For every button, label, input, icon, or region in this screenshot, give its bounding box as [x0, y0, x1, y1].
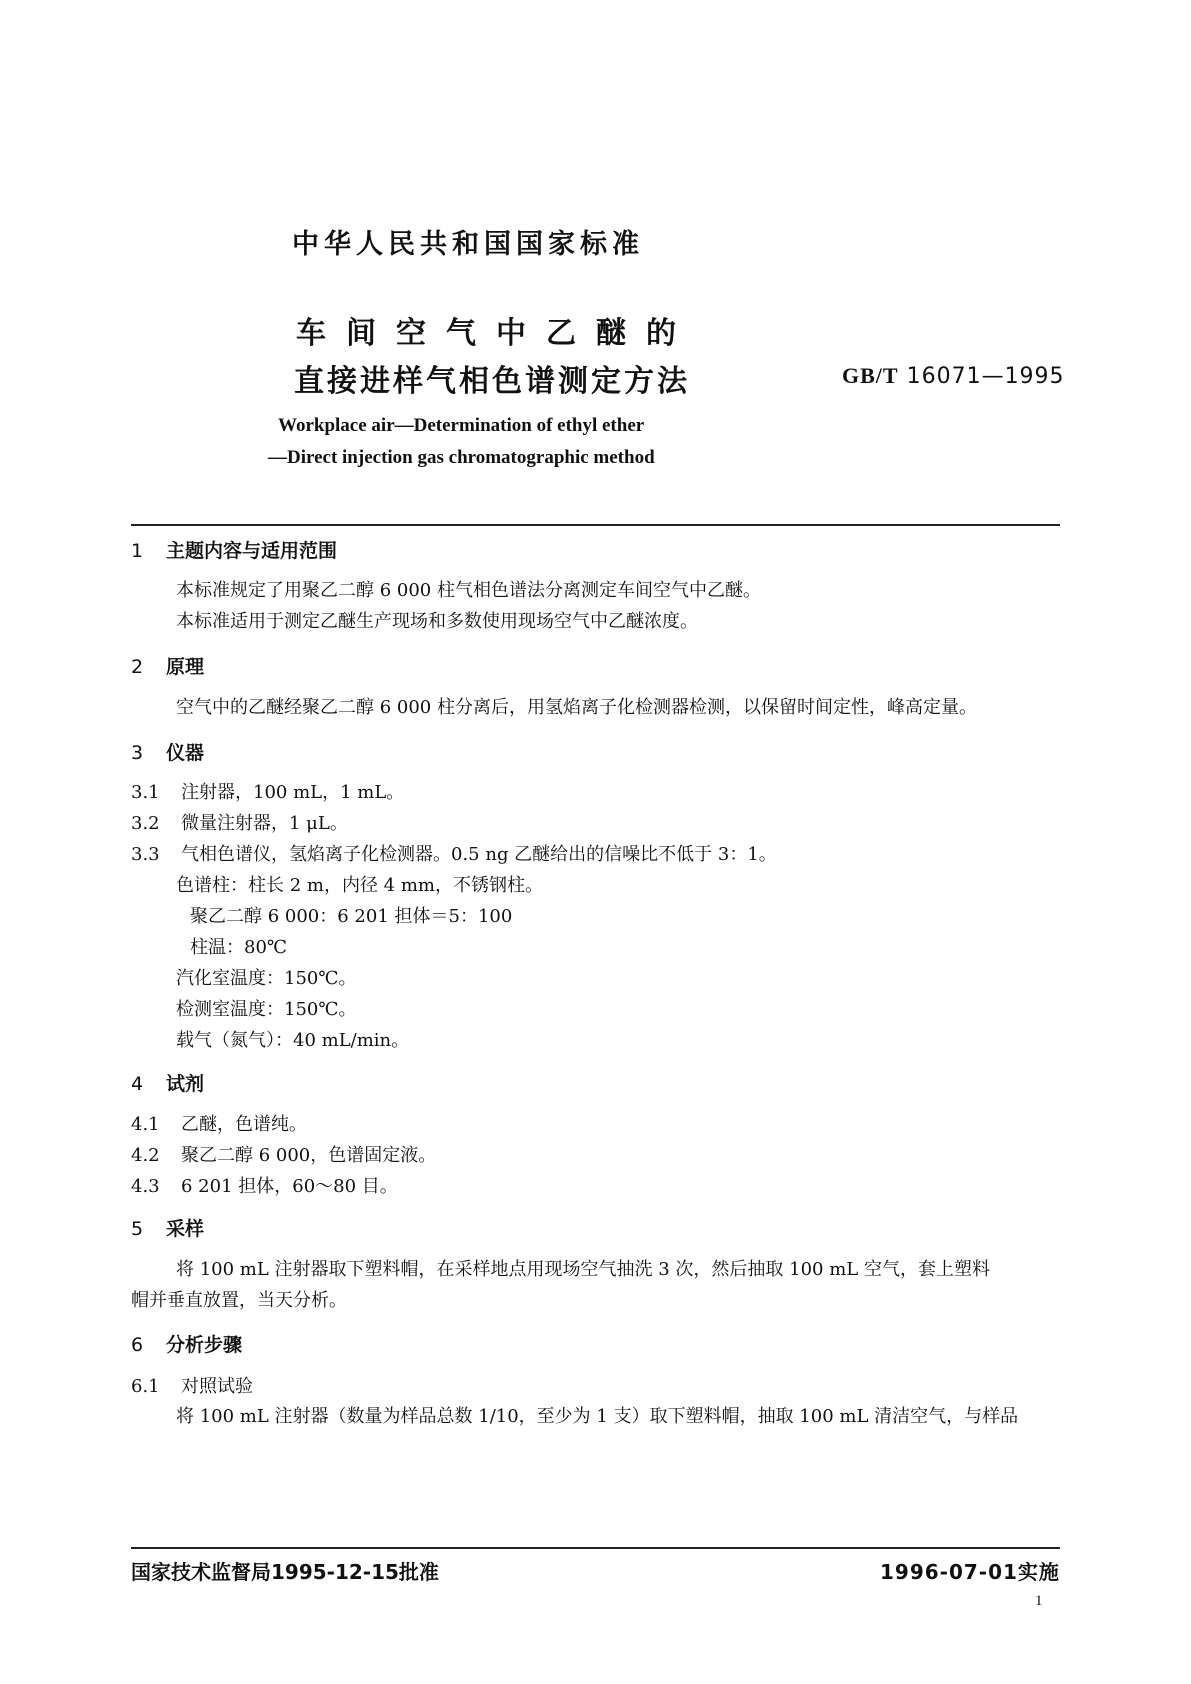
item-text: 聚乙二醇 6 000，色谱固定液。	[181, 1145, 437, 1166]
english-title-line1: Workplace air—Determination of ethyl ether	[278, 415, 645, 436]
item-text: 气相色谱仪，氢焰离子化检测器。0.5 ng 乙醚给出的信噪比不低于 3：1。	[181, 844, 777, 865]
paragraph-continuation: 帽并垂直放置，当天分析。	[131, 1290, 347, 1311]
list-item	[131, 1172, 398, 1198]
item-text: 微量注射器，1 μL。	[181, 813, 348, 834]
column-spec: 色谱柱：柱长 2 m，内径 4 mm，不锈钢柱。	[176, 875, 543, 896]
item-number: 4.2	[131, 1145, 160, 1166]
item-number: 4.3	[131, 1176, 160, 1197]
paragraph: 本标准规定了用聚乙二醇 6 000 柱气相色谱法分离测定车间空气中乙醚。	[176, 580, 761, 601]
header-divider	[131, 524, 1060, 526]
item-text: 对照试验	[181, 1376, 253, 1397]
paragraph: 本标准适用于测定乙醚生产现场和多数使用现场空气中乙醚浓度。	[176, 611, 698, 632]
column-spec: 载气（氮气）：40 mL/min。	[176, 1030, 410, 1051]
section-2-heading	[131, 652, 204, 679]
list-item	[131, 840, 777, 866]
standard-code-prefix: GB/T	[842, 363, 899, 388]
section-title: 原理	[166, 656, 205, 678]
section-title: 试剂	[166, 1073, 205, 1095]
section-number: 4	[131, 1073, 144, 1095]
section-5-heading	[131, 1214, 204, 1241]
section-number: 5	[131, 1218, 144, 1240]
list-item	[131, 1372, 253, 1398]
section-number: 1	[131, 540, 144, 562]
list-item	[131, 778, 404, 804]
column-spec: 柱温：80℃	[190, 937, 288, 958]
item-text: 乙醚，色谱纯。	[181, 1114, 307, 1135]
paragraph: 空气中的乙醚经聚乙二醇 6 000 柱分离后，用氢焰离子化检测器检测，以保留时间定性，峰高定量。	[176, 697, 977, 718]
item-number: 4.1	[131, 1114, 160, 1135]
item-text: 6 201 担体，60～80 目。	[181, 1176, 398, 1197]
list-item	[131, 809, 348, 835]
item-text: 注射器，100 mL，1 mL。	[181, 782, 405, 803]
section-6-heading	[131, 1330, 242, 1357]
section-number: 6	[131, 1334, 144, 1356]
national-standard-heading: 中华人民共和国国家标准	[292, 229, 644, 260]
section-title: 仪器	[166, 742, 205, 764]
column-spec: 汽化室温度：150℃。	[176, 968, 357, 989]
item-number: 3.3	[131, 844, 160, 865]
english-title-line2: —Direct injection gas chromatographic method	[268, 447, 655, 468]
document-title-line2: 直接进样气相色谱测定方法	[294, 364, 690, 399]
list-item	[131, 1141, 436, 1167]
approval-date: 国家技术监督局1995-12-15批准	[131, 1560, 439, 1584]
page-number: 1	[1035, 1593, 1043, 1609]
standard-code	[842, 363, 1065, 389]
section-4-heading	[131, 1069, 204, 1096]
section-title: 主题内容与适用范围	[166, 540, 338, 562]
paragraph: 将 100 mL 注射器（数量为样品总数 1/10，至少为 1 支）取下塑料帽，抽取 100 mL 清洁空气，与样品	[176, 1406, 1019, 1427]
section-title: 采样	[166, 1218, 205, 1240]
column-spec: 聚乙二醇 6 000：6 201 担体＝5：100	[190, 906, 513, 927]
item-number: 6.1	[131, 1376, 160, 1397]
implementation-date: 1996-07-01实施	[880, 1560, 1060, 1584]
standard-code-number: 16071—1995	[906, 364, 1065, 389]
document-title-line1: 车间空气中乙醚的	[296, 316, 696, 351]
section-number: 3	[131, 742, 144, 764]
section-title: 分析步骤	[166, 1334, 243, 1356]
section-number: 2	[131, 656, 144, 678]
footer-divider	[131, 1547, 1060, 1549]
column-spec: 检测室温度：150℃。	[176, 999, 357, 1020]
section-3-heading	[131, 738, 204, 765]
item-number: 3.2	[131, 813, 160, 834]
paragraph: 将 100 mL 注射器取下塑料帽，在采样地点用现场空气抽洗 3 次，然后抽取 100 mL 空气，套上塑料	[176, 1259, 990, 1280]
section-1-heading	[131, 536, 337, 563]
item-number: 3.1	[131, 782, 160, 803]
list-item	[131, 1110, 307, 1136]
